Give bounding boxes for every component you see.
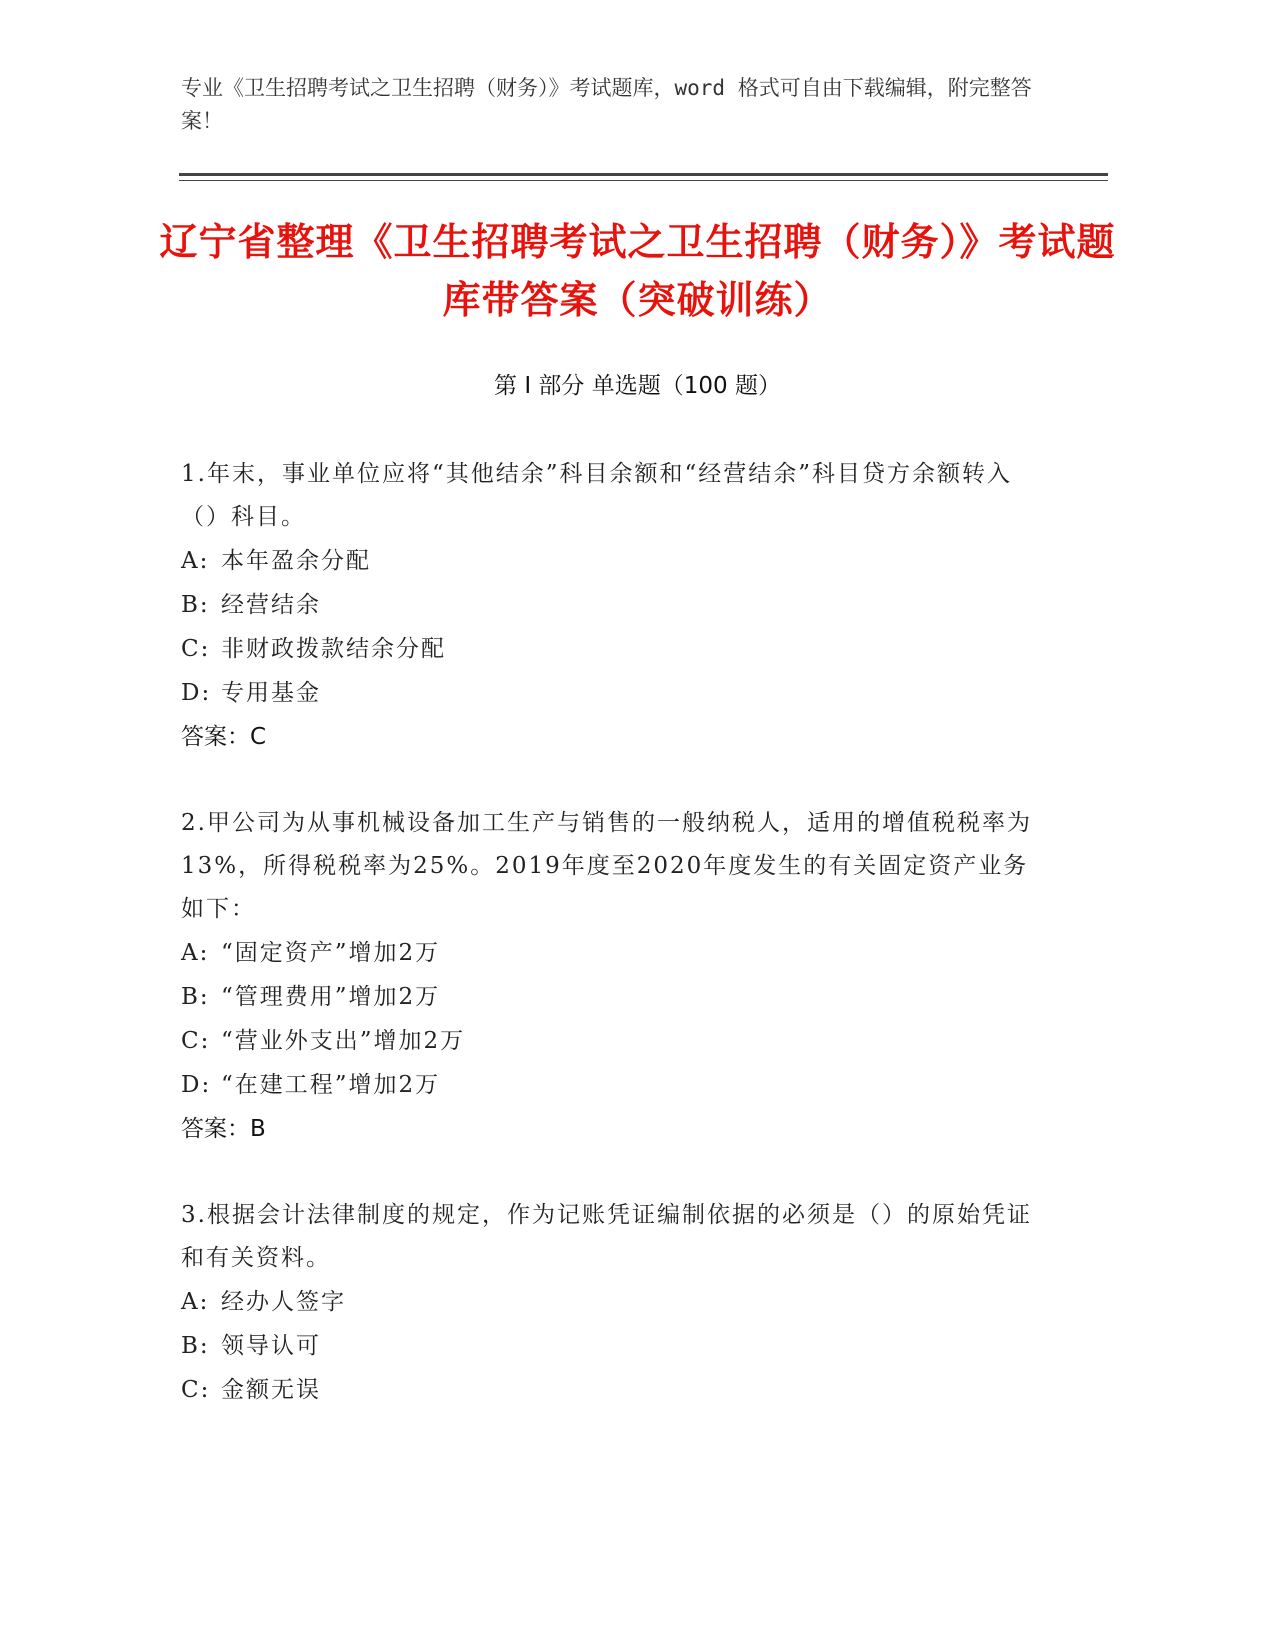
question-stem: 2.甲公司为从事机械设备加工生产与销售的一般纳税人，适用的增值税税率为13%，所得税税率为25%。2019年度至2020年度发生的有关固定资产业务如下： [181,810,1032,922]
option-key: B: [181,984,210,1010]
question-2 [181,802,1041,1151]
option-b [181,975,1041,1019]
question-3 [181,1194,1041,1412]
option-key: D: [181,1072,212,1098]
option-text: “营业外支出”增加2万 [221,1028,466,1054]
option-text: “管理费用”增加2万 [221,984,441,1010]
option-text: 专用基金 [221,680,321,706]
header-note: 专业《卫生招聘考试之卫生招聘（财务）》考试题库，word 格式可自由下载编辑，附完整答案！ [181,76,1032,133]
option-key: A: [181,940,210,966]
option-key: B: [181,1333,210,1359]
option-text: 领导认可 [221,1333,321,1359]
option-key: A: [181,1289,210,1315]
answer-line: 答案：C [181,724,267,750]
option-a [181,1280,1041,1324]
option-b [181,583,1041,627]
option-d [181,1063,1041,1107]
question-stem: 1.年末，事业单位应将“其他结余”科目余额和“经营结余”科目贷方余额转入（）科目。 [181,461,1012,530]
option-c [181,627,1041,671]
option-key: D: [181,680,212,706]
option-a [181,931,1041,975]
document-title: 辽宁省整理《卫生招聘考试之卫生招聘（财务）》考试题库带答案（突破训练） [159,220,1116,322]
option-key: C: [181,1377,211,1403]
option-text: 经营结余 [221,592,321,618]
answer-line: 答案：B [181,1116,266,1142]
option-c [181,1368,1041,1412]
option-c [181,1019,1041,1063]
section-heading: 第 I 部分 单选题（100 题） [494,373,781,399]
question-1 [181,453,1041,759]
header-rule-thin [179,180,1108,181]
option-a [181,539,1041,583]
option-text: “固定资产”增加2万 [221,940,441,966]
option-key: C: [181,1028,211,1054]
option-key: B: [181,592,210,618]
option-text: 经办人签字 [221,1289,346,1315]
option-key: C: [181,636,211,662]
option-text: “在建工程”增加2万 [221,1072,441,1098]
option-d [181,671,1041,715]
question-stem: 3.根据会计法律制度的规定，作为记账凭证编制依据的必须是（）的原始凭证和有关资料。 [181,1202,1032,1271]
option-text: 金额无误 [221,1377,321,1403]
option-b [181,1324,1041,1368]
option-key: A: [181,548,210,574]
header-rule-thick [179,173,1108,176]
option-text: 非财政拨款结余分配 [221,636,446,662]
option-text: 本年盈余分配 [221,548,371,574]
